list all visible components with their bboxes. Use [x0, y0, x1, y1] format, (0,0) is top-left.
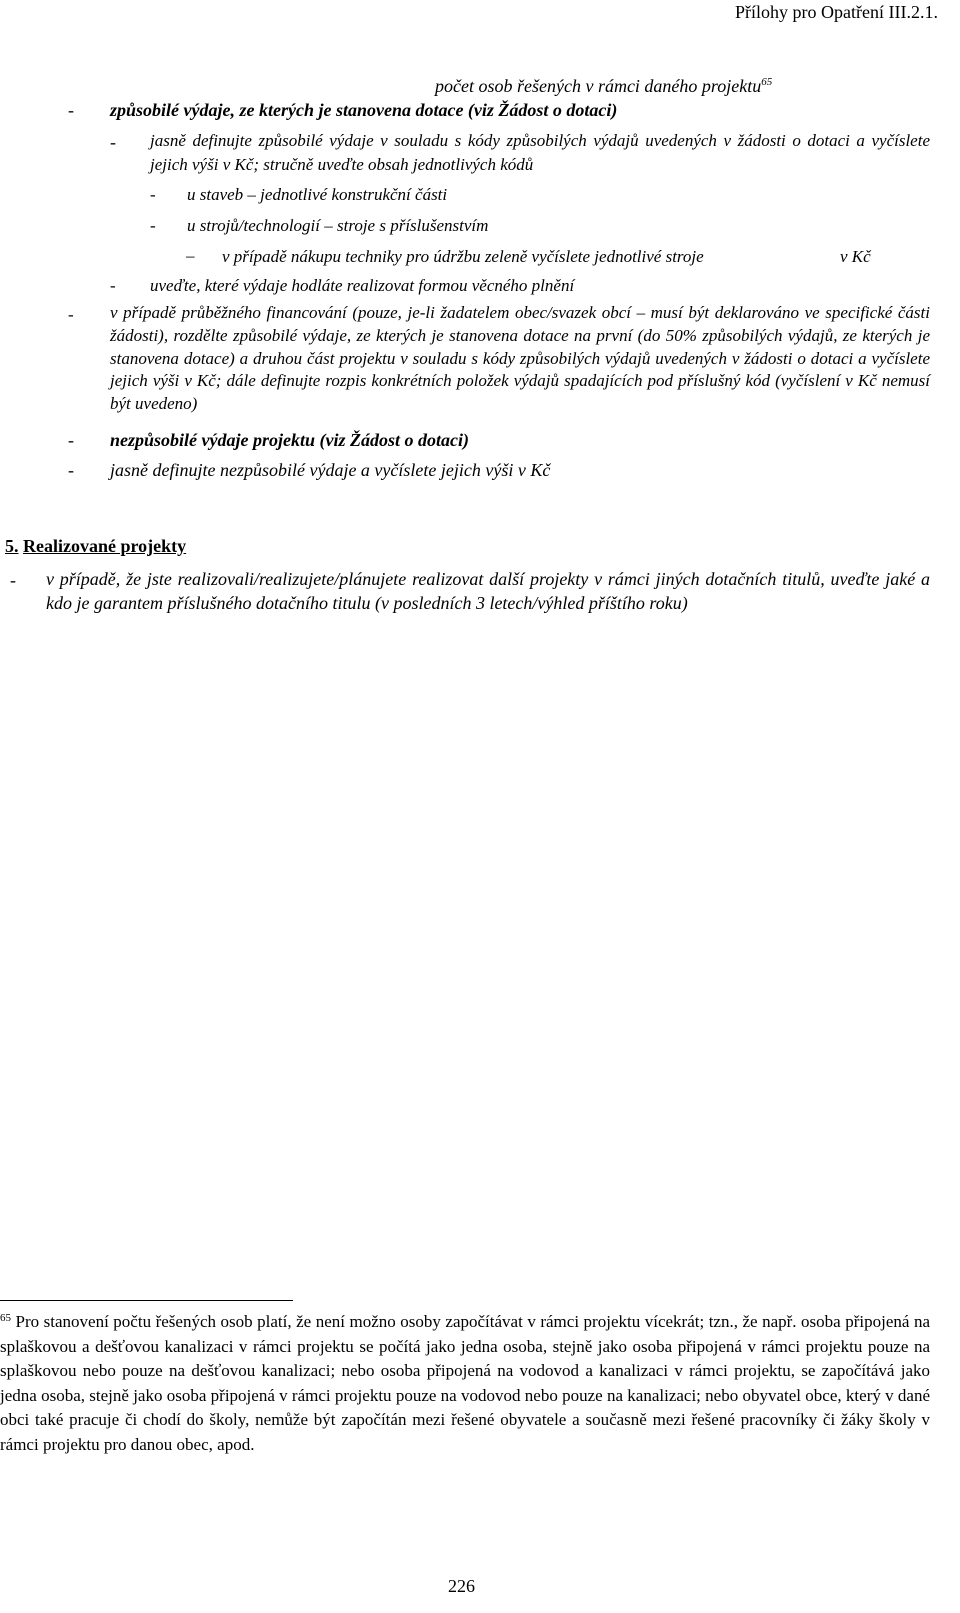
footnote-separator — [0, 1300, 293, 1301]
dash: - — [150, 216, 156, 235]
page-header: Přílohy pro Opatření III.2.1. — [735, 2, 938, 22]
maintenance-item-unit: v Kč — [840, 247, 871, 266]
dash: - — [68, 430, 74, 450]
footnote — [0, 1306, 930, 1457]
footnote-mark: 65 — [0, 1312, 11, 1324]
section-number: 5. — [5, 536, 19, 556]
page-number: 226 — [448, 1576, 475, 1596]
intro-line-text: počet osob řešených v rámci daného projektu — [435, 76, 762, 96]
machines-item: u strojů/technologií – stroje s příslušenstvím — [187, 216, 489, 235]
section5-item-text: v případě, že jste realizovali/realizujete/plánujete realizovat další projekty v rámci jiných dotačních titulů, uveďte jaké a kdo je garantem příslušného dotačního titulu (v posledních 3 letech/výhled příštího roku) — [46, 569, 930, 613]
ineligible-expenses-heading: nezpůsobilé výdaje projektu (viz Žádost o dotaci) — [110, 430, 469, 450]
dash: - — [110, 132, 116, 152]
buildings-item: u staveb – jednotlivé konstrukční části — [187, 185, 448, 204]
dash: - — [10, 570, 16, 590]
section-heading — [5, 536, 186, 557]
dash: - — [68, 460, 74, 480]
eligible-expenses-heading: způsobilé výdaje, ze kterých je stanovena dotace (viz Žádost o dotaci) — [110, 100, 618, 120]
dash: - — [68, 100, 74, 120]
ineligible-define-text: jasně definujte nezpůsobilé výdaje a vyčíslete jejich výši v Kč — [110, 460, 551, 480]
section-title: Realizované projekty — [23, 536, 187, 556]
dash: - — [150, 185, 156, 204]
in-kind-item: uveďte, které výdaje hodláte realizovat formou věcného plnění — [150, 276, 575, 295]
dash: - — [68, 305, 74, 324]
eligible-define-text: jasně definujte způsobilé výdaje v souladu s kódy způsobilých výdajů uvedených v žádosti o dotaci a vyčíslete jejich výši v Kč; stručně uveďte obsah jednotlivých kódů — [150, 131, 930, 174]
long-dash: – — [186, 246, 195, 265]
dash: - — [110, 276, 116, 295]
footnote-text: Pro stanovení počtu řešených osob platí, že není možno osoby započítávat v rámci projektu vícekrát; tzn., že např. osoba připojená na splaškovou a dešťovou kanalizaci v rámci projektu se počítá jako jedna osoba, stejně jako osoba připojená v rámci projektu pouze na splaškovou nebo pouze na dešťovou kanalizaci; nebo osoba připojená na vodovod a kanalizaci v rámci projektu, se započítává jako jedna osoba, stejně jako osoba připojená v rámci projektu pouze na vodovod nebo pouze na kanalizaci; nebo obyvatel obce, který v dané obci také pracuje či chodí do školy, nemůže být započítán mezi řešené obyvatele a současně mezi řešené pracovníky či žáky školy v rámci projektu pro danou obec, apod. — [0, 1312, 930, 1454]
maintenance-item: v případě nákupu techniky pro údržbu zeleně vyčíslete jednotlivé stroje — [222, 247, 704, 266]
interim-financing-text: v případě průběžného financování (pouze, je-li žadatelem obec/svazek obcí – musí být deklarováno ve specifické části žádosti), rozdělte způsobilé výdaje, ze kterých je stanovena dotace na první (do 50% způsobilých výdajů, ze kterých je stanovena dotace) a druhou část projektu v souladu s kódy způsobilých výdajů uvedených v žádosti o dotaci a vyčíslete jejich výši v Kč; dále definujte rozpis konkrétních položek výdajů spadajících pod příslušný kód (vyčíslení v Kč nemusí být uvedeno) — [110, 303, 930, 414]
footnote-reference: 65 — [761, 76, 773, 88]
intro-line — [435, 70, 772, 98]
